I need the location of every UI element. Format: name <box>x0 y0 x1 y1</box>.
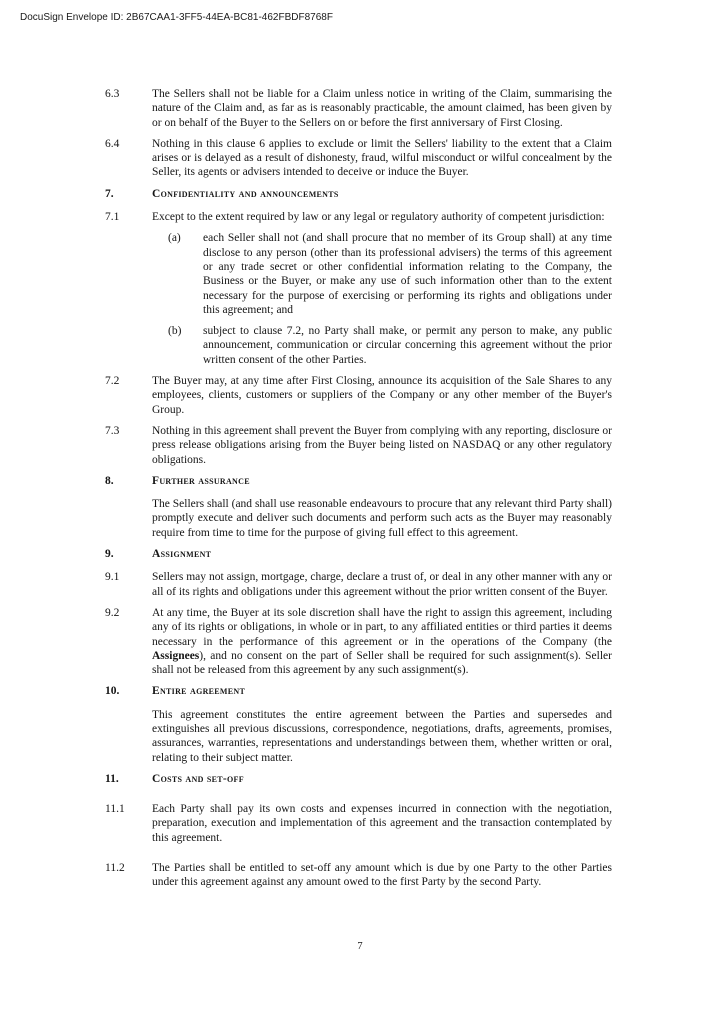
clause-text: The Sellers shall not be liable for a Claim unless notice in writing of the Claim, summarising the nature of the Claim and, as far as is reasonably practicable, the amount claimed, has been given by or on behalf of the Buyer to the Sellers on or before the first anniversary of First Closing. <box>152 88 612 129</box>
clause-number: 9.1 <box>105 571 120 584</box>
clause-text: Nothing in this clause 6 applies to exclude or limit the Sellers' liability to the extent that a Claim arises or is delayed as a result of dishonesty, fraud, wilful misconduct or wilful concealment by the Seller, its agents or advisers intended to deceive or induce the Buyer. <box>152 137 612 179</box>
docusign-envelope-id: DocuSign Envelope ID: 2B67CAA1-3FF5-44EA-BC81-462FBDF8768F <box>20 12 333 23</box>
clause-row <box>105 802 612 845</box>
section-heading <box>105 547 612 561</box>
subclause-row <box>168 231 612 317</box>
text-part: ), and no consent on the part of Seller shall be required for such assignment(s). Seller shall not be released from this agreement by any such assignment(s). <box>152 649 612 677</box>
section-title: Confidentiality and announcements <box>152 187 339 200</box>
clause-text: each Seller shall not (and shall procure that no member of its Group shall) at any time disclose to any person (other than its professional advisers) the terms of this agreement or any trade secret or other confidential information relating to the Company, the Business or the Buyer, or make any use of such information other than to the extent necessary for the purpose of exercising or performing its rights and obligations under this agreement; and <box>203 232 612 316</box>
clause-number: 9.2 <box>105 606 120 619</box>
section-number: 10. <box>105 685 120 698</box>
clause-number: 6.3 <box>105 88 120 100</box>
clause-number: 11.2 <box>105 862 125 875</box>
clause-row <box>105 87 612 130</box>
defined-term: Assignees <box>152 649 200 662</box>
section-number: 8. <box>105 474 114 487</box>
section-heading <box>105 474 612 488</box>
clause-number: 7.2 <box>105 375 120 388</box>
clause-row <box>105 374 612 417</box>
clause-row <box>105 210 612 224</box>
clause-row <box>105 606 612 677</box>
section-title: Costs and set-off <box>152 772 244 785</box>
clause-text: Except to the extent required by law or any legal or regulatory authority of competent jurisdiction: <box>152 211 605 224</box>
section-heading <box>105 187 612 201</box>
clause-row <box>105 497 612 540</box>
text-part: At any time, the Buyer at its sole discretion shall have the right to assign this agreement, including any of its rights or obligations, in whole or in part, to any affiliated entities or third parties it deems necessary in the performance of this agreement or in the operations of the Company (the <box>152 606 612 648</box>
clause-row <box>105 137 612 180</box>
clause-text: The Parties shall be entitled to set-off any amount which is due by one Party to the other Parties under this agreement against any amount owed to the first Party by the second Party. <box>152 862 612 889</box>
clause-text: Each Party shall pay its own costs and expenses incurred in connection with the negotiation, preparation, execution and implementation of this agreement and the transaction contemplated by this agreement. <box>152 803 612 844</box>
clause-number: (a) <box>168 232 181 245</box>
section-number: 7. <box>105 187 114 200</box>
document-body <box>105 87 612 897</box>
clause-number: 7.1 <box>105 211 120 224</box>
section-number: 9. <box>105 548 114 561</box>
clause-row <box>105 708 612 765</box>
clause-number: 7.3 <box>105 424 120 437</box>
section-heading <box>105 684 612 698</box>
section-heading <box>105 772 612 786</box>
clause-row <box>105 424 612 467</box>
clause-number: (b) <box>168 325 182 338</box>
section-title: Assignment <box>152 548 212 561</box>
clause-row <box>105 861 612 890</box>
clause-number: 11.1 <box>105 803 125 816</box>
clause-text: The Buyer may, at any time after First Closing, announce its acquisition of the Sale Shares to any employees, clients, customers or suppliers of the Company or any other member of the Buyer's Group. <box>152 375 612 416</box>
clause-text: This agreement constitutes the entire agreement between the Parties and supersedes and extinguishes all previous discussions, correspondence, negotiations, drafts, agreements, promises, assurances, warranties, representations and understandings between them, whether written or oral, relating to their subject matter. <box>152 708 612 764</box>
section-title: Entire agreement <box>152 685 246 698</box>
clause-text: Nothing in this agreement shall prevent the Buyer from complying with any reporting, disclosure or press release obligations arising from the Buyer being listed on NASDAQ or any other regulatory obligations. <box>152 424 612 466</box>
clause-number <box>105 708 152 765</box>
clause-number <box>105 497 152 540</box>
section-number: 11. <box>105 772 119 785</box>
clause-row <box>105 570 612 599</box>
section-title: Further assurance <box>152 474 250 487</box>
clause-number: 6.4 <box>105 137 120 150</box>
clause-text: The Sellers shall (and shall use reasonable endeavours to procure that any relevant third Party shall) promptly execute and deliver such documents and perform such acts as the Buyer may reasonably require from time to time for the purpose of giving full effect to this agreement. <box>152 498 612 539</box>
clause-text: Sellers may not assign, mortgage, charge, declare a trust of, or deal in any other manner with any or all of its rights and obligations under this agreement without the prior written consent of the Buyer. <box>152 571 612 598</box>
clause-text: subject to clause 7.2, no Party shall make, or permit any person to make, any public announcement, communication or circular concerning this agreement without the prior written consent of the other Parties. <box>203 325 612 366</box>
clause-text <box>152 606 612 677</box>
subclause-row <box>168 324 612 367</box>
page-number: 7 <box>357 941 363 952</box>
